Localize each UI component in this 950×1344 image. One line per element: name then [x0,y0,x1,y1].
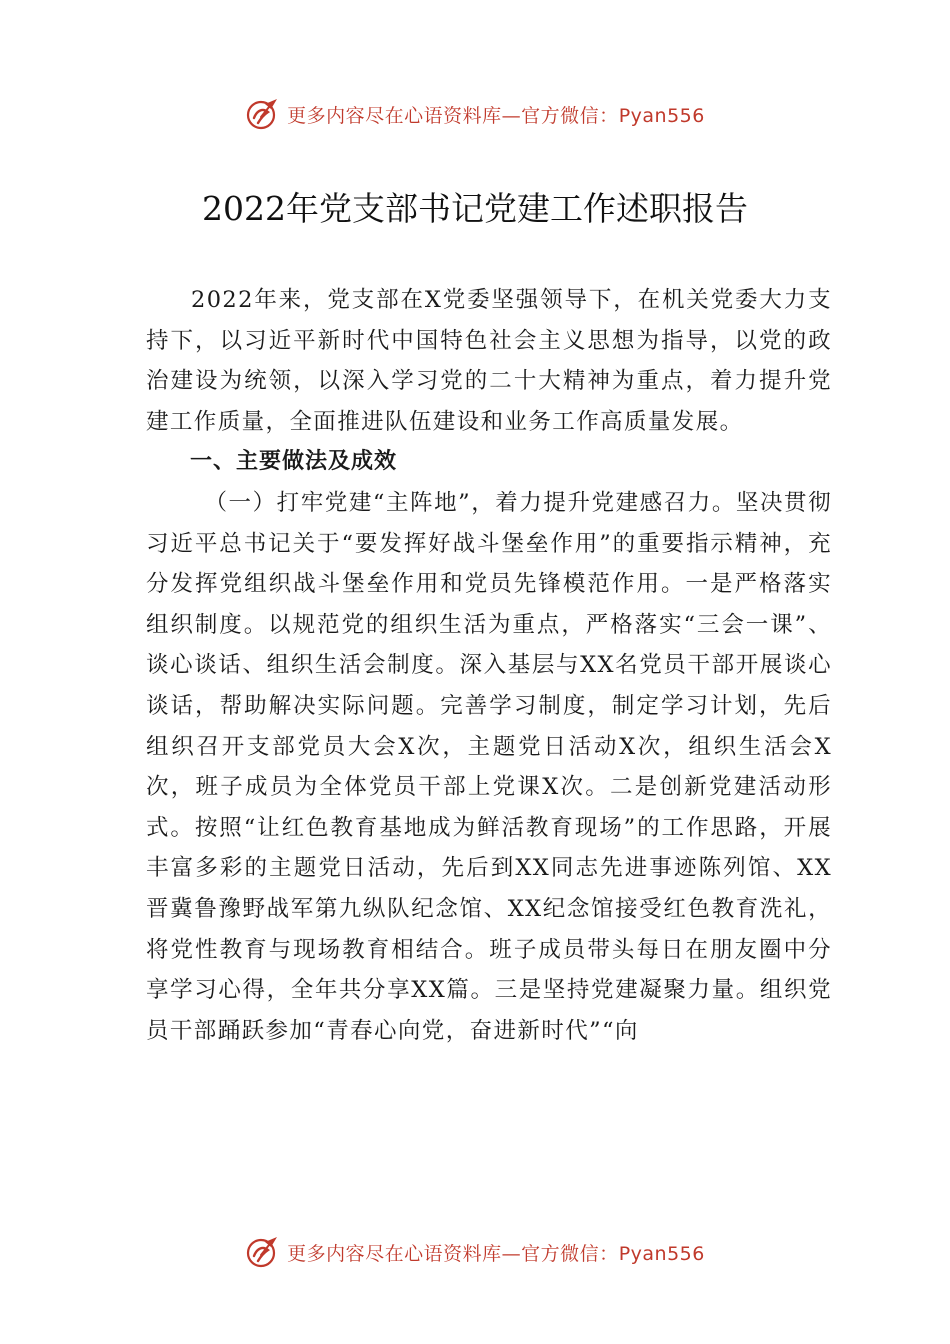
watermark-separator: — [501,104,522,127]
calligraphy-brush-logo-icon [245,96,281,132]
watermark-header [0,94,950,134]
watermark-account: Pyan556 [618,104,705,127]
calligraphy-brush-logo-icon [245,1234,281,1270]
document-title: 2022年党支部书记党建工作述职报告 [202,189,748,228]
watermark-footer [0,1232,950,1272]
document-body [146,280,832,1051]
watermark-text [287,1239,705,1266]
watermark-channel: 官方微信： [521,1242,619,1265]
watermark-label: 更多内容尽在心语资料库 [287,104,502,127]
body-paragraph: （一）打牢党建“主阵地”，着力提升党建感召力。坚决贯彻习近平总书记关于“要发挥好战斗堡垒作用”的重要指示精神，充分发挥党组织战斗堡垒作用和党员先锋模范作用。一是严格落实组织制度。以规范党的组织生活为重点，严格落实“三会一课”、谈心谈话、组织生活会制度。深入基层与XX名党员干部开展谈心谈话，帮助解决实际问题。完善学习制度，制定学习计划，先后组织召开支部党员大会X次，主题党日活动X次，组织生活会X次，班子成员为全体党员干部上党课X次。二是创新党建活动形式。按照“让红色教育基地成为鲜活教育现场”的工作思路，开展丰富多彩的主题党日活动，先后到XX同志先进事迹陈列馆、XX晋冀鲁豫野战军第九纵队纪念馆、XX纪念馆接受红色教育洗礼，将党性教育与现场教育相结合。班子成员带头每日在朋友圈中分享学习心得，全年共分享XX篇。三是坚持党建凝聚力量。组织党员干部踊跃参加“青春心向党，奋进新时代”“向 [146,489,832,1044]
watermark-account: Pyan556 [618,1242,705,1265]
watermark-separator: — [501,1242,522,1265]
section-heading: 一、主要做法及成效 [190,449,398,475]
watermark-text [287,101,705,128]
watermark-label: 更多内容尽在心语资料库 [287,1242,502,1265]
watermark-channel: 官方微信： [521,104,619,127]
intro-paragraph: 2022年来，党支部在X党委坚强领导下，在机关党委大力支持下，以习近平新时代中国特色社会主义思想为指导，以党的政治建设为统领，以深入学习党的二十大精神为重点，着力提升党建工作质量，全面推进队伍建设和业务工作高质量发展。 [146,287,832,435]
